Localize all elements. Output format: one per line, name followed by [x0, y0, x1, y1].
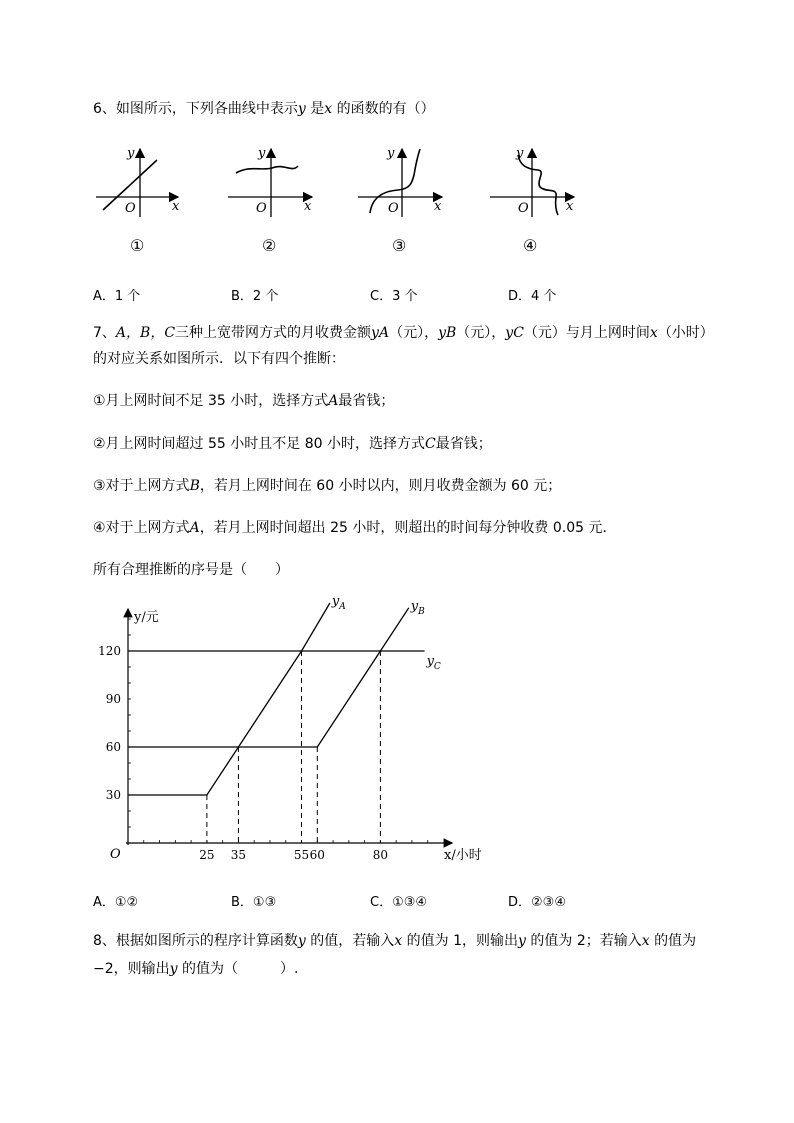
q7-option-c[interactable]: C．①③④ — [370, 895, 428, 910]
graph-2-number: ② — [262, 236, 277, 255]
graph-3-x-label: x — [434, 199, 442, 214]
q7-option-a[interactable]: A．①② — [93, 895, 139, 910]
graph-1-x-label: x — [172, 199, 180, 214]
q8-var-y: y — [297, 933, 306, 949]
q7-chart — [0, 595, 794, 885]
q6-option-a[interactable]: A．1 个 — [93, 289, 141, 304]
q6-option-c[interactable]: C．3 个 — [370, 289, 418, 304]
q7-s3-a: ③对于上网方式 — [93, 478, 190, 494]
q8-var-y2: y — [518, 933, 526, 949]
q7-var-x: x — [649, 325, 658, 341]
q8-text-a: 8、根据如图所示的程序计算函数 — [93, 933, 298, 949]
q6-var-x: x — [324, 101, 333, 117]
y-tick-label: 60 — [105, 740, 121, 754]
q7-s3-var: B — [189, 478, 200, 494]
q8-var-x2: x — [641, 933, 650, 949]
x-tick-label: 55 — [293, 848, 310, 862]
x-tick-label: 60 — [309, 848, 325, 862]
series-yB — [128, 608, 409, 747]
graph-3-y-label: y — [387, 146, 395, 161]
origin-label: O — [110, 847, 121, 862]
graph-2-curve — [236, 166, 298, 173]
q7-text-d: （元）， — [456, 325, 506, 341]
q7-var-abc: A，B，C — [115, 325, 176, 341]
q7-s2-var: C — [424, 436, 436, 452]
y-tick-label: 90 — [105, 692, 121, 706]
graph-3-number: ③ — [392, 236, 407, 255]
q6-prefix: 6、如图所示，下列各曲线中表示 — [93, 101, 298, 117]
graph-3-origin: O — [388, 201, 399, 216]
q7-s1-a: ①月上网时间不足 35 小时，选择方式 — [93, 393, 329, 409]
q7-statement-3 — [93, 477, 561, 495]
graph-3 — [358, 146, 442, 217]
y-axis-label: y/元 — [134, 610, 159, 625]
q7-s1-b: 最省钱； — [338, 393, 395, 409]
graph-4-y-label: y — [516, 146, 524, 161]
x-tick-label: 25 — [199, 848, 215, 862]
q7-s3-b: ，若月上网时间在 60 小时以内，则月收费金额为 60 元； — [199, 478, 562, 494]
graph-2 — [228, 146, 312, 217]
q8-text-e: 的值为 — [649, 933, 697, 949]
graph-1-number: ① — [130, 236, 145, 255]
series-yA — [128, 603, 330, 795]
q7-s2-a: ②月上网时间超过 55 小时且不足 80 小时，选择方式 — [93, 436, 425, 452]
q7-stem-line1 — [93, 324, 714, 342]
q8-text-g: 的值为（ ）. — [177, 961, 299, 977]
q8-stem-line1 — [93, 932, 696, 950]
graph-4-x-label: x — [566, 199, 574, 214]
q6-mid: 是 — [305, 101, 325, 117]
q8-text-d: 的值为 2；若输入 — [525, 933, 642, 949]
q7-number: 7、 — [93, 325, 116, 341]
y-tick-label: 120 — [98, 644, 121, 658]
graph-1-y-label: y — [127, 146, 135, 161]
series-label-yA: $y_A$ — [331, 595, 346, 612]
x-axis-label: x/小时 — [444, 848, 482, 863]
q7-question: 所有合理推断的序号是（ ） — [93, 562, 289, 578]
q7-var-ya: yA — [371, 325, 390, 341]
q6-graphs — [0, 135, 794, 265]
graph-2-x-label: x — [304, 199, 312, 214]
q8-text-f: −2，则输出 — [93, 961, 170, 977]
graph-2-y-label: y — [258, 146, 266, 161]
q6-stem — [93, 100, 435, 118]
q7-text-e: （元）与月上网时间 — [523, 325, 650, 341]
q7-statement-2 — [93, 435, 492, 453]
q6-suffix: 的函数的有（） — [332, 101, 435, 117]
q6-option-d[interactable]: D．4 个 — [508, 289, 557, 304]
q8-text-b: 的值，若输入 — [305, 933, 395, 949]
q7-option-d[interactable]: D．②③④ — [508, 895, 566, 910]
q7-text-c: （元）， — [389, 325, 439, 341]
q7-statement-4 — [93, 519, 616, 537]
q7-s2-b: 最省钱； — [435, 436, 492, 452]
series-label-yB: $y_B$ — [410, 598, 425, 617]
q7-text-b: 三种上宽带网方式的月收费金额 — [175, 325, 372, 341]
graph-2-origin: O — [256, 201, 267, 216]
q7-text-f: （小时） — [657, 325, 714, 341]
q8-var-x: x — [394, 933, 403, 949]
graph-1-origin: O — [125, 201, 136, 216]
q7-statement-1 — [93, 392, 394, 410]
q6-option-b[interactable]: B．2 个 — [231, 289, 279, 304]
x-tick-label: 80 — [372, 848, 389, 862]
q8-text-c: 的值为 1，则输出 — [402, 933, 519, 949]
q7-stem-line2: 的对应关系如图所示．以下有四个推断： — [93, 351, 345, 367]
q7-option-b[interactable]: B．①③ — [231, 895, 277, 910]
q7-var-yb: yB — [438, 325, 457, 341]
q8-var-y3: y — [169, 961, 178, 977]
q7-s4-b: ，若月上网时间超出 25 小时，则超出的时间每分钟收费 0.05 元． — [199, 520, 617, 536]
graph-4-number: ④ — [523, 236, 538, 255]
graph-1 — [96, 146, 180, 217]
q7-s1-var: A — [328, 393, 339, 409]
q7-var-yc: yC — [505, 325, 524, 341]
series-label-yC: $y_C$ — [426, 654, 441, 672]
q7-s4-a: ④对于上网方式 — [93, 520, 190, 536]
q7-s4-var: A — [189, 520, 200, 536]
q6-var-y: y — [297, 101, 306, 117]
graph-4-origin: O — [518, 201, 529, 216]
x-tick-label: 35 — [230, 848, 247, 862]
graph-4 — [490, 146, 574, 217]
y-tick-label: 30 — [105, 788, 121, 802]
q8-stem-line2 — [93, 960, 298, 978]
